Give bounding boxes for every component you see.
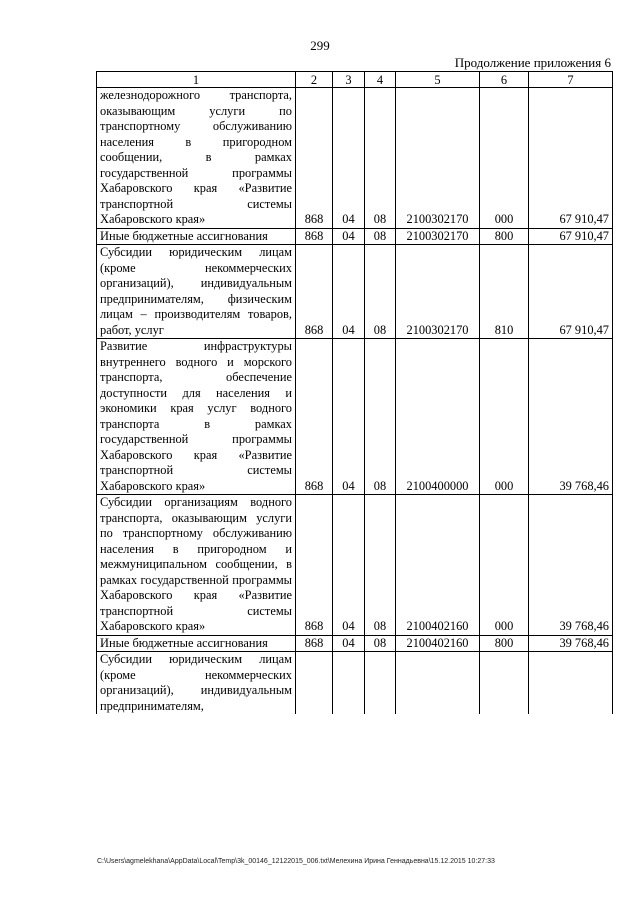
row-code-target: 2100302170 — [396, 228, 480, 245]
row-code-ministry: 868 — [296, 635, 333, 652]
row-code-subsection: 08 — [365, 228, 396, 245]
col-header-7: 7 — [529, 72, 613, 88]
page-number: 299 — [310, 38, 330, 53]
table-row — [97, 495, 613, 636]
footer-file-path: C:\Users\agmelekhana\AppData\Local\Temp\3k_00146_12122015_006.txt\Мелехина Ирина Геннадьевна\15.12.2015 10:27:33 — [97, 858, 495, 865]
row-amount: 39 768,46 — [529, 339, 613, 495]
col-header-3: 3 — [333, 72, 365, 88]
row-code-subsection: 08 — [365, 635, 396, 652]
row-code-section: 04 — [333, 635, 365, 652]
row-name: Развитие инфраструктуры внутреннего водного и морского транспорта, обеспечение доступности для населения и экономики края услуг водного транспорта в рамках государственной программы Хабаровского края «Развитие транспортной системы Хабаровского края» — [97, 339, 296, 495]
col-header-4: 4 — [365, 72, 396, 88]
row-amount: 67 910,47 — [529, 88, 613, 229]
row-name: Иные бюджетные ассигнования — [97, 635, 296, 652]
budget-table — [96, 71, 613, 714]
table-row — [97, 228, 613, 245]
row-code-expense-type: 000 — [480, 339, 529, 495]
row-code-subsection: 08 — [365, 495, 396, 636]
row-code-expense-type: 000 — [480, 495, 529, 636]
row-amount — [529, 652, 613, 715]
table-row — [97, 88, 613, 229]
row-amount: 67 910,47 — [529, 245, 613, 339]
row-code-section: 04 — [333, 228, 365, 245]
row-amount: 39 768,46 — [529, 635, 613, 652]
col-header-2: 2 — [296, 72, 333, 88]
col-header-5: 5 — [396, 72, 480, 88]
row-code-section: 04 — [333, 495, 365, 636]
row-code-subsection — [365, 652, 396, 715]
row-code-target: 2100402160 — [396, 635, 480, 652]
table-row — [97, 652, 613, 715]
row-code-subsection: 08 — [365, 88, 396, 229]
row-code-expense-type: 800 — [480, 228, 529, 245]
row-name: железнодорожного транспорта, оказывающим услуги по транспортному обслуживанию населения в пригородном сообщении, в рамках государственной программы Хабаровского края «Развитие транспортной системы Хабаровского края» — [97, 88, 296, 229]
row-name: Субсидии юридическим лицам (кроме некоммерческих организаций), индивидуальным предпринимателям, — [97, 652, 296, 715]
row-code-subsection: 08 — [365, 339, 396, 495]
row-code-subsection: 08 — [365, 245, 396, 339]
table-row — [97, 245, 613, 339]
row-code-ministry: 868 — [296, 339, 333, 495]
table-row — [97, 635, 613, 652]
row-amount: 67 910,47 — [529, 228, 613, 245]
row-code-section: 04 — [333, 245, 365, 339]
header-row — [97, 72, 613, 88]
row-code-section — [333, 652, 365, 715]
row-name: Субсидии юридическим лицам (кроме некоммерческих организаций), индивидуальным предпринимателям, физическим лицам – производителям товаров, работ, услуг — [97, 245, 296, 339]
row-code-ministry: 868 — [296, 495, 333, 636]
row-code-ministry: 868 — [296, 245, 333, 339]
row-code-ministry — [296, 652, 333, 715]
row-code-ministry: 868 — [296, 228, 333, 245]
row-code-target: 2100302170 — [396, 245, 480, 339]
row-code-expense-type: 000 — [480, 88, 529, 229]
row-code-expense-type: 810 — [480, 245, 529, 339]
row-code-ministry: 868 — [296, 88, 333, 229]
row-code-target: 2100400000 — [396, 339, 480, 495]
row-code-expense-type — [480, 652, 529, 715]
col-header-1: 1 — [97, 72, 296, 88]
row-code-section: 04 — [333, 88, 365, 229]
col-header-6: 6 — [480, 72, 529, 88]
row-name: Иные бюджетные ассигнования — [97, 228, 296, 245]
row-code-target: 2100302170 — [396, 88, 480, 229]
row-code-target: 2100402160 — [396, 495, 480, 636]
row-amount: 39 768,46 — [529, 495, 613, 636]
row-code-section: 04 — [333, 339, 365, 495]
row-code-expense-type: 800 — [480, 635, 529, 652]
row-code-target — [396, 652, 480, 715]
continuation-label: Продолжение приложения 6 — [454, 55, 611, 70]
row-name: Субсидии организациям водного транспорта, оказывающим услуги по транспортному обслуживанию населения в пригородном и межмуниципальном сообщении, в рамках государственной программы Хабаровского края «Развитие транспортной системы Хабаровского края» — [97, 495, 296, 636]
table-row — [97, 339, 613, 495]
